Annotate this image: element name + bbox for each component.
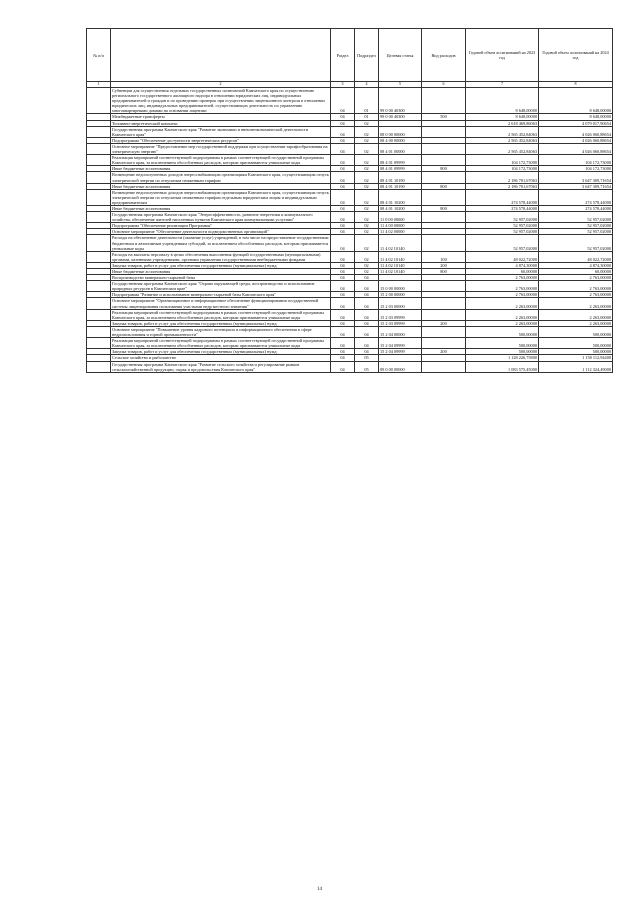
row-subsection-cell: 02: [355, 269, 379, 275]
row-2023-cell: 500,00000: [466, 338, 539, 349]
row-name-cell: Подпрограмма "Обеспечение доступности энергетических ресурсов": [111, 137, 331, 143]
row-target-cell: 11 0 00 00000: [379, 212, 422, 223]
header-expense-type: Вид расходов: [422, 29, 466, 82]
row-num-cell: [87, 281, 111, 292]
row-target-cell: 15 2 04 00000: [379, 326, 422, 337]
row-target-cell: 08 4 01 00000: [379, 143, 422, 154]
row-section-cell: 04: [331, 235, 355, 251]
row-2024-cell: 4 026 060,88654: [539, 126, 613, 137]
row-2023-cell: 52 957,02000: [466, 212, 539, 223]
col-number: 3: [331, 82, 355, 88]
col-number: 8: [539, 82, 613, 88]
col-number: 1: [87, 82, 111, 88]
row-2023-cell: 1 128 226,75800: [466, 355, 539, 361]
table-row: [87, 309, 613, 320]
row-section-cell: 04: [331, 320, 355, 326]
row-target-cell: 15 2 03 09999: [379, 309, 422, 320]
header-num: № п/п: [87, 29, 111, 82]
row-section-cell: 04: [331, 251, 355, 262]
table-header-row: [87, 29, 613, 82]
row-subsection-cell: 02: [355, 212, 379, 223]
table-row: [87, 172, 613, 183]
row-2023-cell: 2 186 701,67063: [466, 172, 539, 183]
row-name-cell: Государственная программа Камчатского края "Развитие экономики и внешнеэкономической деятельности Камчатского края": [111, 126, 331, 137]
table-row: [87, 189, 613, 205]
col-number: 6: [422, 82, 466, 88]
row-2023-cell: 500,00000: [466, 349, 539, 355]
row-expense-type-cell: [422, 298, 466, 309]
row-2024-cell: 4 874,30000: [539, 262, 613, 268]
row-expense-type-cell: 800: [422, 205, 466, 211]
header-2023: Годовой объем ассигнований на 2023 год: [466, 29, 539, 82]
row-subsection-cell: 04: [355, 338, 379, 349]
row-name-cell: Закупка товаров, работ и услуг для обеспечения государственных (муниципальных) нужд: [111, 349, 331, 355]
row-subsection-cell: 02: [355, 143, 379, 154]
row-section-cell: 04: [331, 355, 355, 361]
row-subsection-cell: 02: [355, 205, 379, 211]
row-2024-cell: 2 763,00000: [539, 281, 613, 292]
row-expense-type-cell: [422, 88, 466, 114]
table-row: [87, 155, 613, 166]
row-target-cell: 08 4 01 10200: [379, 189, 422, 205]
row-section-cell: 04: [331, 172, 355, 183]
row-section-cell: 04: [331, 269, 355, 275]
row-2023-cell: 500,00000: [466, 326, 539, 337]
row-expense-type-cell: [422, 172, 466, 183]
row-target-cell: 15 2 04 09999: [379, 349, 422, 355]
row-subsection-cell: 04: [355, 349, 379, 355]
row-2024-cell: 2 263,00000: [539, 298, 613, 309]
table-row: [87, 361, 613, 372]
row-2024-cell: 274 578,44000: [539, 205, 613, 211]
row-name-cell: Возмещение недополученных доходов энергоснабжающим организациям Камчатского края, осуществляющим отпуск электрической энергии по отпускным сниженным тарифам: [112, 172, 329, 183]
row-target-cell: 11 4 02 10140: [379, 235, 422, 251]
row-2024-cell: 52 957,02000: [539, 235, 613, 251]
row-num-cell: [87, 326, 111, 337]
row-name-cell: Государственная программа Камчатского края "Развитие сельского хозяйства и регулирование рынков сельскохозяйственной продукции, сырья и продовольствия Камчатского края": [111, 361, 331, 372]
row-target-cell: 15 2 03 00000: [379, 298, 422, 309]
row-subsection-cell: 02: [355, 166, 379, 172]
row-subsection-cell: 05: [355, 355, 379, 361]
row-subsection-cell: 02: [355, 183, 379, 189]
row-2023-cell: 274 578,44000: [466, 205, 539, 211]
row-name-cell: Подпрограмма "Обеспечение реализации Программы": [111, 223, 331, 229]
row-subsection-cell: 02: [355, 251, 379, 262]
row-section-cell: 04: [331, 281, 355, 292]
header-2024: Годовой объем ассигнований на 2024 год: [539, 29, 613, 82]
row-section-cell: 04: [331, 137, 355, 143]
row-section-cell: 04: [331, 155, 355, 166]
row-2024-cell: 3 647 309,71654: [539, 172, 613, 183]
row-subsection-cell: 02: [355, 137, 379, 143]
row-num-cell: [87, 251, 111, 262]
header-target: Целевая статья: [379, 29, 422, 82]
row-2024-cell: 104 172,73000: [539, 166, 613, 172]
row-section-cell: 04: [331, 326, 355, 337]
row-name-cell: Иные бюджетные ассигнования: [111, 183, 331, 189]
row-2024-cell: 2 263,00000: [539, 320, 613, 326]
row-2023-cell: 1 083 575,45000: [466, 361, 539, 372]
page-number: 14: [317, 887, 322, 892]
row-target-cell: 11 4 02 10140: [379, 269, 422, 275]
header-subsection: Подраздел: [355, 29, 379, 82]
row-2023-cell: 2 763,00000: [466, 281, 539, 292]
row-target-cell: 08 0 00 00000: [379, 126, 422, 137]
row-target-cell: 11 4 02 00000: [379, 229, 422, 235]
row-name-cell: Межбюджетные трансферты: [111, 114, 331, 120]
header-name: [111, 29, 331, 82]
row-name-cell: Реализация мероприятий соответствующей подпрограммы в рамках соответствующей государственной программы Камчатского края, за исключением обособленных расходов, которым присваиваются уникальные коды: [111, 309, 331, 320]
row-subsection-cell: 01: [355, 114, 379, 120]
row-2024-cell: 2 763,00000: [539, 292, 613, 298]
row-section-cell: 04: [331, 361, 355, 372]
row-subsection-cell: 02: [355, 223, 379, 229]
row-section-cell: 04: [331, 114, 355, 120]
row-2024-cell: 52 957,02000: [539, 223, 613, 229]
row-expense-type-cell: [422, 338, 466, 349]
row-subsection-cell: 02: [355, 172, 379, 183]
row-2023-cell: 2 763,00000: [466, 292, 539, 298]
row-2024-cell: 4 079 017,90654: [539, 120, 613, 126]
row-name-cell: Расходы на обеспечение деятельности (оказание услуг) учреждений, в том числе на предоставление государственным бюджетным и автономным учреждениям субсидий, за исключением обособленных расходов, которым присваиваются уникальные коды: [111, 235, 331, 251]
row-num-cell: [87, 155, 111, 166]
row-2024-cell: 500,00000: [539, 349, 613, 355]
row-2024-cell: 274 578,44000: [539, 189, 613, 205]
row-2024-cell: 1 112 324,49000: [539, 361, 613, 372]
row-num-cell: [87, 189, 111, 205]
row-subsection-cell: 04: [355, 281, 379, 292]
row-subsection-cell: 02: [355, 235, 379, 251]
row-target-cell: 99 0 00 40300: [379, 114, 422, 120]
row-2023-cell: 274 578,44000: [466, 189, 539, 205]
row-target-cell: 99 0 00 40300: [379, 88, 422, 114]
row-expense-type-cell: 200: [422, 262, 466, 268]
table-row: [87, 281, 613, 292]
row-subsection-cell: 02: [355, 229, 379, 235]
row-name-cell: Расходы на выплаты персоналу в целях обеспечения выполнения функций государственными (муниципальными) органами, казенными учреждениями, органами управления государственными внебюджетными фондами: [111, 251, 331, 262]
row-name-cell: Иные бюджетные ассигнования: [111, 166, 331, 172]
row-num-cell: [87, 212, 111, 223]
row-section-cell: 04: [331, 262, 355, 268]
row-2023-cell: 104 172,73000: [466, 155, 539, 166]
row-num-cell: [87, 235, 111, 251]
row-2023-cell: 8 648,00000: [466, 114, 539, 120]
row-section-cell: 04: [331, 229, 355, 235]
row-expense-type-cell: 200: [422, 349, 466, 355]
table-row: [87, 326, 613, 337]
row-2024-cell: 4 026 060,88654: [539, 137, 613, 143]
row-target-cell: 09 0 00 00000: [379, 361, 422, 372]
row-target-cell: 08 4 01 10200: [379, 205, 422, 211]
row-expense-type-cell: [422, 189, 466, 205]
row-2023-cell: 2 263,00000: [466, 298, 539, 309]
row-2024-cell: 8 648,00000: [539, 88, 613, 114]
row-2023-cell: 52 957,02000: [466, 235, 539, 251]
row-name-cell: Воспроизводство минерально-сырьевой базы: [111, 275, 331, 281]
row-section-cell: 04: [331, 120, 355, 126]
table-row: [87, 143, 613, 154]
row-2023-cell: 2 263,00000: [466, 309, 539, 320]
row-section-cell: 04: [331, 143, 355, 154]
row-name-cell: Закупка товаров, работ и услуг для обеспечения государственных (муниципальных) нужд: [111, 262, 331, 268]
row-name-cell: Субвенции для осуществления отдельных государственных полномочий Камчатского края по осуществлению регионального государственного жилищного надзора в отношении юридических лиц, индивидуальных предпринимателей и граждан и по проведению проверок при осуществлении лицензионного контроля в отношении юридических лиц, индивидуальных предпринимателей, осуществляющих деятельность по управлению многоквартирными домами на основании лицензии: [111, 88, 331, 114]
row-2024-cell: 1 158 112,94400: [539, 355, 613, 361]
row-expense-type-cell: 800: [422, 183, 466, 189]
row-section-cell: 04: [331, 338, 355, 349]
row-expense-type-cell: 100: [422, 251, 466, 262]
row-target-cell: 08 4 00 00000: [379, 137, 422, 143]
row-2023-cell: 52 957,02000: [466, 223, 539, 229]
row-2023-cell: 52 957,02000: [466, 229, 539, 235]
row-expense-type-cell: [422, 309, 466, 320]
table-row: [87, 212, 613, 223]
row-expense-type-cell: 800: [422, 269, 466, 275]
row-2024-cell: 3 647 309,71654: [539, 183, 613, 189]
row-section-cell: 04: [331, 189, 355, 205]
row-section-cell: 04: [331, 275, 355, 281]
col-number: 4: [355, 82, 379, 88]
row-num-cell: [87, 126, 111, 137]
row-section-cell: 04: [331, 166, 355, 172]
row-2023-cell: 2 763,00000: [466, 275, 539, 281]
row-expense-type-cell: 800: [422, 166, 466, 172]
row-section-cell: 04: [331, 292, 355, 298]
row-target-cell: 08 4 01 10190: [379, 183, 422, 189]
row-2023-cell: 48 022,72000: [466, 251, 539, 262]
row-subsection-cell: 02: [355, 189, 379, 205]
row-target-cell: 15 0 00 00000: [379, 281, 422, 292]
row-num-cell: [87, 338, 111, 349]
row-expense-type-cell: [422, 143, 466, 154]
row-2023-cell: 2 186 701,67063: [466, 183, 539, 189]
row-expense-type-cell: [422, 326, 466, 337]
row-subsection-cell: 04: [355, 292, 379, 298]
row-section-cell: 04: [331, 223, 355, 229]
row-2024-cell: 104 172,73000: [539, 155, 613, 166]
row-name-cell: Подпрограмма "Развитие и использование минерально-сырьевой базы Камчатского края": [111, 292, 331, 298]
row-expense-type-cell: 500: [422, 114, 466, 120]
row-expense-type-cell: [422, 212, 466, 223]
row-subsection-cell: 05: [355, 361, 379, 372]
document-page: [86, 28, 612, 373]
row-section-cell: 04: [331, 126, 355, 137]
row-2023-cell: 8 648,00000: [466, 88, 539, 114]
col-number: 5: [379, 82, 422, 88]
row-name-cell: Иные бюджетные ассигнования: [111, 205, 331, 211]
row-name-cell: Основное мероприятие "Обеспечение деятельности подведомственных организаций": [111, 229, 331, 235]
row-num-cell: [87, 172, 111, 183]
row-2023-cell: 4 874,30000: [466, 262, 539, 268]
row-subsection-cell: 02: [355, 126, 379, 137]
row-subsection-cell: 04: [355, 309, 379, 320]
table-row: [87, 251, 613, 262]
row-2024-cell: 52 957,02000: [539, 229, 613, 235]
col-number: 7: [466, 82, 539, 88]
row-2023-cell: 2 263,00000: [466, 320, 539, 326]
row-name-cell: Сельское хозяйство и рыболовство: [111, 355, 331, 361]
row-expense-type-cell: [422, 281, 466, 292]
row-subsection-cell: 02: [355, 262, 379, 268]
row-name-cell: Государственная программа Камчатского края "Энергоэффективность, развитие энергетики и коммунального хозяйства, обеспечение жителей населенных пунктов Камчатского края коммунальными услугами": [111, 212, 331, 223]
row-target-cell: 15 2 04 09999: [379, 338, 422, 349]
row-subsection-cell: 04: [355, 326, 379, 337]
row-name-cell: Закупка товаров, работ и услуг для обеспечения государственных (муниципальных) нужд: [111, 320, 331, 326]
row-name-cell: Реализация мероприятий соответствующей подпрограммы в рамках соответствующей государственной программы Камчатского края, за исключением обособленных расходов, которым присваиваются уникальные коды: [111, 338, 331, 349]
header-section: Раздел: [331, 29, 355, 82]
row-expense-type-cell: 200: [422, 320, 466, 326]
row-2024-cell: 2 763,00000: [539, 275, 613, 281]
row-num-cell: [87, 143, 111, 154]
row-2023-cell: 2 565 452,84063: [466, 143, 539, 154]
row-section-cell: 04: [331, 183, 355, 189]
row-2023-cell: 104 172,73000: [466, 166, 539, 172]
row-subsection-cell: 01: [355, 88, 379, 114]
row-target-cell: 08 4 01 09999: [379, 155, 422, 166]
row-target-cell: 15 2 03 09999: [379, 320, 422, 326]
col-number: 2: [111, 82, 331, 88]
table-row: [87, 126, 613, 137]
row-expense-type-cell: [422, 155, 466, 166]
row-2024-cell: 48 022,72000: [539, 251, 613, 262]
row-name-cell: Реализация мероприятий соответствующей подпрограммы в рамках соответствующей государственной программы Камчатского края, за исключением обособленных расходов, которым присваиваются уникальные коды: [111, 155, 331, 166]
row-section-cell: 04: [331, 298, 355, 309]
table-row: [87, 88, 613, 114]
row-2024-cell: 500,00000: [539, 326, 613, 337]
row-subsection-cell: 04: [355, 275, 379, 281]
row-name-cell: Топливно-энергетический комплекс: [111, 120, 331, 126]
row-name-cell: Основное мероприятие "Повышение уровня кадрового потенциала и информационного обеспечения в сфере недропользования и горной промышленности": [111, 326, 331, 337]
row-name-cell: Государственная программа Камчатского края "Охрана окружающей среды, воспроизводство и использование природных ресурсов в Камчатском крае": [111, 281, 331, 292]
table-row: [87, 235, 613, 251]
row-2024-cell: 500,00000: [539, 338, 613, 349]
row-subsection-cell: 04: [355, 320, 379, 326]
row-2023-cell: 60,00000: [466, 269, 539, 275]
row-2024-cell: 2 263,00000: [539, 309, 613, 320]
row-subsection-cell: 04: [355, 298, 379, 309]
row-section-cell: 04: [331, 309, 355, 320]
row-2024-cell: 60,00000: [539, 269, 613, 275]
row-target-cell: 08 4 01 09999: [379, 166, 422, 172]
row-num-cell: [87, 88, 111, 114]
row-name-cell: Иные бюджетные ассигнования: [111, 269, 331, 275]
row-name-cell: Основное мероприятие "Предоставление мер государственной поддержки при осуществлении тарифообразования на электрическую энергию": [111, 143, 331, 154]
row-num-cell: [87, 361, 111, 372]
row-2023-cell: 2 618 469,86063: [466, 120, 539, 126]
table-row: [87, 338, 613, 349]
row-target-cell: 15 2 00 00000: [379, 292, 422, 298]
row-2024-cell: 8 648,00000: [539, 114, 613, 120]
row-section-cell: 04: [331, 212, 355, 223]
table-row: [87, 298, 613, 309]
row-target-cell: 11 4 02 10140: [379, 251, 422, 262]
row-expense-type-cell: [422, 126, 466, 137]
row-subsection-cell: 02: [355, 155, 379, 166]
row-target-cell: 08 4 01 10190: [379, 172, 422, 183]
row-2024-cell: 52 957,02000: [539, 212, 613, 223]
row-name-cell: Основное мероприятие "Организационное и информационное обеспечение функционирования государственной системы лицензирования пользования участками недр местного значения": [111, 298, 331, 309]
row-2023-cell: 2 565 452,84063: [466, 137, 539, 143]
row-target-cell: 11 4 00 00000: [379, 223, 422, 229]
row-num-cell: [87, 309, 111, 320]
row-section-cell: 04: [331, 349, 355, 355]
row-num-cell: [87, 298, 111, 309]
row-section-cell: 04: [331, 88, 355, 114]
row-subsection-cell: 02: [355, 120, 379, 126]
row-section-cell: 04: [331, 205, 355, 211]
budget-table: [86, 28, 613, 373]
row-2024-cell: 4 026 060,88654: [539, 143, 613, 154]
row-expense-type-cell: [422, 235, 466, 251]
row-name-cell: Возмещение недополученных доходов энергоснабжающим организациям Камчатского края, осуществляющим отпуск электрической энергии по отпускным сниженным тарифам отдельным юридическим лицам и индивидуальным предпринимателям: [112, 189, 329, 205]
row-expense-type-cell: [422, 361, 466, 372]
row-2023-cell: 2 565 452,84063: [466, 126, 539, 137]
row-target-cell: 11 4 02 10140: [379, 262, 422, 268]
